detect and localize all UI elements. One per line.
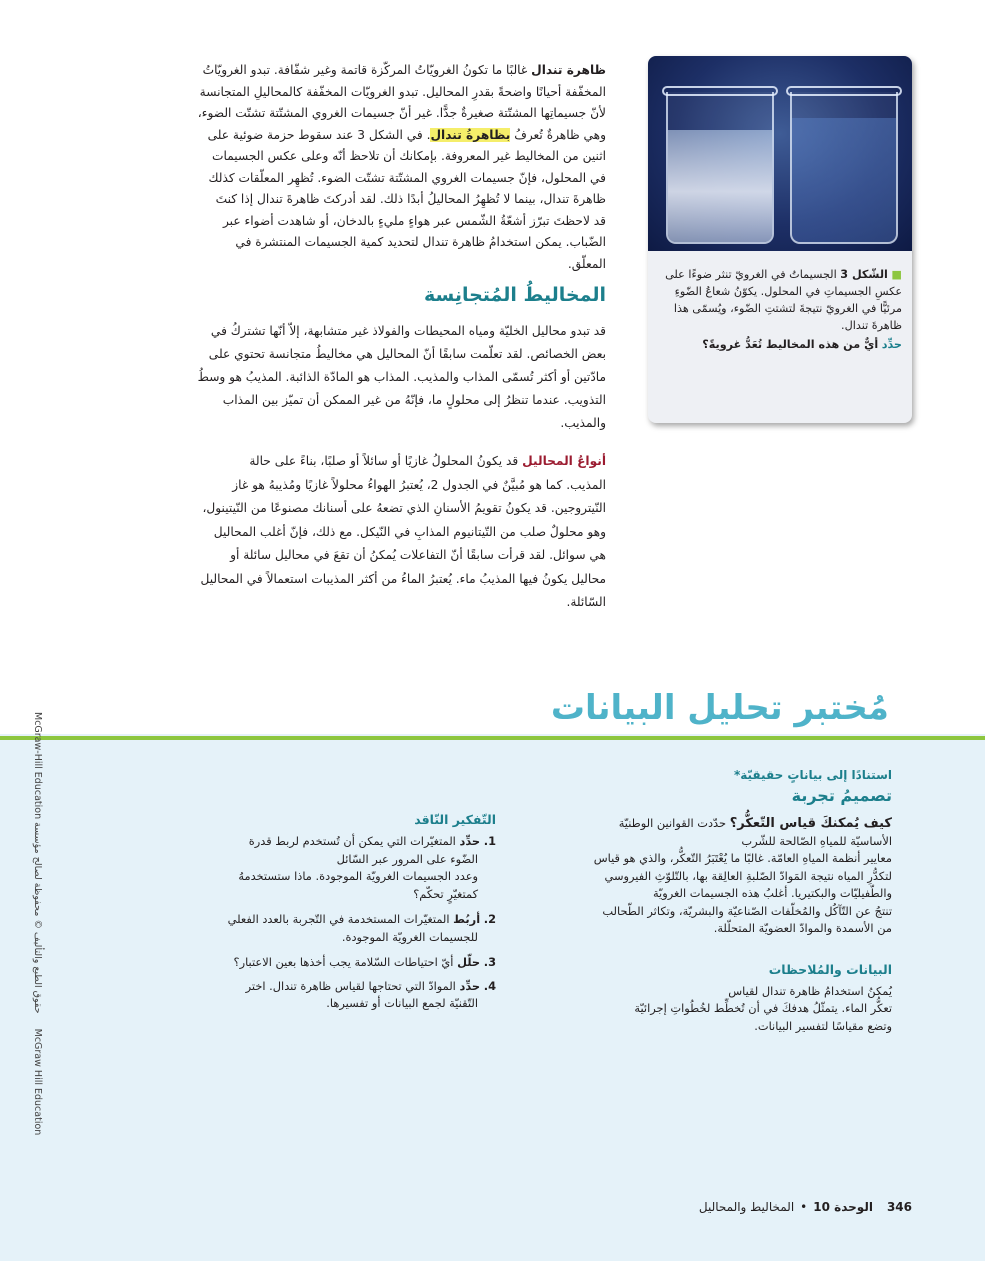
intro-line-7: ظاهرةَ تندال، بينما لا تُظهِرُ المحاليلُ أبدًا ذلك. لقد أدركتَ ظاهرةَ تندال إذا كنتَ [215,192,606,206]
figure-question [658,336,902,353]
question-1: 1. حدِّد المتغيّرات التي يمكن أن تُستخدم لربط قدرة الضّوء على المرور عبر السّائل وعدد الجسيمات الغرويّة الموجودة. ماذا ستستخدمهُ كمتغيّرٍ تحكّم؟ [238,834,496,901]
beaker-right [790,92,898,244]
footer-unit: الوحدة 10 [813,1200,873,1214]
section2-line-5: هي سوائل. لقد قرأت سابقًا أنّ التفاعلات يُمكنُ أن تقعَ في محاليل سائلة أو [230,548,606,562]
section2-paragraph [84,450,606,615]
highlight-term: بظاهرةُ تندال [430,127,511,142]
lab-data-line-3: وتضع مقياسًا لتفسير البيانات. [754,1018,892,1033]
intro-term: ظاهرة تندال [531,63,606,77]
section2-line-3: النّيتروجين. قد يكونُ تقويمُ الأسنانِ الذي تضعهُ على أسنانك مصنوعًا من النّيتينول، [202,501,606,515]
section1-line-2: بعض الخصائص. لقد تعلّمت سابقًا أنّ المحاليل هي مخاليطُ متجانسة تحتوي على [208,347,606,361]
question-3: 3. حلّل أيّ احتياطات السّلامة يجب أخذها بعين الاعتبار؟ [233,955,496,969]
section2-title: أنواعُ المحاليل [522,454,606,468]
section2-line-1: أنواعُ المحاليل قد يكونُ المحلولُ غازيًا أو سائلاً أو صلبًا، بناءً على حالة [249,454,606,468]
section2-line-6: محاليل يكونُ فيها المذيبُ ماء. يُعتبرُ الماءُ من أكثر المذيبات استعمالاً في المحاليل [200,571,606,586]
beakers-photo [648,56,912,251]
section2-line-2: المذيب. كما هو مُبيَّنٌ في الجدول 2، يُعتبرُ الهواءُ محلولاً غازيًا ومُذيبهُ هو غاز [232,477,606,492]
section1-line-3: مادّتين أو أكثر تُسمّى المذاب والمذيب. المذاب هو المادّة الذائبة. المذيبُ هو وسطُ [197,370,606,384]
footer-bullet: • [800,1200,808,1214]
lab-based-on: استنادًا إلى بياناتٍ حقيقيّة* [733,768,892,782]
copyright-sidebar [32,712,43,1135]
lab-data-title: البيانات والمُلاحظات [768,961,892,977]
colloid-liquid [668,130,772,242]
figure-label: الشّكل 3 [840,268,888,281]
lab-intro [540,815,892,938]
publisher-text: McGraw Hill Education [32,1028,43,1136]
lab-intro-line-6: تنتجُ عن التّآكُل والمُخلّفات الصّناعيّة والبشريّة، وتكاثر الطّحالب [602,903,892,918]
beaker-left [666,92,774,244]
intro-paragraph [84,60,606,275]
section2-line-7: السّائلة. [566,595,606,609]
caption-bullet-icon: ■ [891,268,902,281]
critical-thinking-title: التّفكير النّاقد [414,812,496,827]
intro-line-8: قد لاحظتَ تبرّز أشعّةُ الشّمس عبر هواءٍ مليءٍ بالدخان، أو شاهدت أضواء عبر [222,213,606,228]
intro-line-4: وهي ظاهرةٌ تُعرفُ بظاهرةُ تندال. في الشكل 3 عند سقوط حزمة ضوئية على [207,127,606,142]
section2-line-4: وهو محلولٌ صلب من التّيتانيوم المذابِ في النّيكل. مع ذلك، فإنّ أغلب المحاليل [213,524,606,539]
lab-intro-line-4: لتكدُّرِ المياه نتيجة المَوادّ الصّلبةِ العالِقة بها، بالتّلوّثِ الفيروسي [604,868,892,883]
question-4: 4. حدِّد الموادّ التي تحتاجها لقياس ظاهرة تندال. اختر التّقنيّة لجمع البيانات أو تفسيرها. [245,978,496,1010]
intro-line-9: الضّباب. يمكن استخدامُ ظاهرة تندال لتحديد كمية الجسيمات المنتشرة في [235,235,606,249]
lab-divider [0,736,985,740]
critical-questions [110,833,496,1013]
figure-question-verb: حدِّد [881,338,902,351]
lab-design-title: تصميمُ تجربة [791,786,892,805]
lab-data-line-2: تعكُّر الماء. يتمثّلُ هدفكَ في أن تُخطِّط لخُطُواتِ إجرائيّة [634,1001,892,1015]
figure-question-text: أيٌّ من هذه المخاليط تُعَدُّ غرويةً؟ [702,338,879,351]
page-footer [620,1200,912,1214]
figure-card [648,56,912,423]
page-number: 346 [886,1200,912,1214]
caption-text: الجسيماتُ في الغرويّ تنثر ضوءًا على عكسِ الجسيماتِ في المحلول. يكوّنُ شعاعُ الضّوءِ مرئيًّا في الغرويّ نتيجةَ لتشتتِ الضّوء، ويُسمّى هذا ظاهرةَ تندال. [665,268,902,332]
intro-line-10: المعلّق. [567,256,606,271]
intro-line-6: في المحلول، فإنّ جسيمات الغروي المشتّتة تشتّت الضوء. تُظهِر المعلّقات كذلك [208,170,606,185]
lab-intro-line-1: كيف يُمكنكَ قياس التّعكُّر؟ حدّدت القوانين الوطنيّة [618,816,892,831]
lab-intro-line-2: الأساسيّة للمياهِ الصّالحة للشّرب [741,833,892,848]
section1-title: المخاليطُ المُتجانِسة [423,284,606,306]
lab-data-line-1: يُمكنُ استخدامُ ظاهرة تندال لقياس [728,983,892,998]
lab-intro-line-3: معايير أنظمة المياهِ العامّة. غالبًا ما يُعْتَبَرُ التّعكُّر، والذي هو قياس [593,851,892,865]
section1-line-4: التذويب. عندما تنظرُ إلى محلولٍ ما، فإنّهُ من غير الممكن أن تميّز بين المذاب [222,393,606,407]
section1-line-5: والمذيب. [560,416,606,430]
section1-paragraph [84,320,606,435]
lab-title: مُختبر تحليل البيانات [550,688,889,728]
lab-right-column [540,768,892,1035]
question-2: 2. أربُط المتغيّرات المستخدمة في التّجربة بالعدد الفعلي للجسيمات الغرويّة الموجودة. [227,912,496,944]
footer-topic: المخاليط والمحاليل [698,1200,795,1214]
copyright-text: McGraw-Hill Education حقوق الطبع والتأليف © محفوظة لصالح مؤسسة [32,712,43,1014]
lab-question-title: كيف يُمكنكَ قياس التّعكُّر؟ [729,816,892,831]
lab-left-column [110,812,496,1013]
intro-line-1: ظاهرة تندال غالبًا ما تكونُ الغرويّاتُ المركّزة قاتمة وغير شفّافة. تبدو الغرويّاتُ [202,63,606,77]
intro-line-3: لأنّ جسيماتِها المشتّتة صغيرةٌ جدًّا. غير أنّ جسيمات الغروي المشتّتة تشتّت الضوء، [197,106,606,120]
section1-line-1: قد تبدو محاليل الخليّة ومياه المحيطات والفولاذ غير متشابهة، إلاّ أنّها تشتركُ في [210,324,606,338]
intro-line-2: المخفّفة أحيانًا واضحةً بقدرِ المحاليل. تبدو الغرويّات المخفّفة كالمحاليلِ المتجانسة [199,84,606,99]
intro-line-5: اثنين من المخاليط غير المعروفة. بإمكانك أن تلاحظ أنّه وعلى عكس الجسيمات [212,149,606,163]
lab-intro-line-7: من الأسمدة والموادّ العضويّة المتحلّلة. [713,921,892,935]
solution-liquid [792,118,896,242]
lab-intro-line-5: والطّفيليّات والبكتيريا. أغلبُ هذه الجسيمات الغرويّة [652,886,892,900]
figure-caption [658,266,902,353]
lab-data-text [540,983,892,1036]
